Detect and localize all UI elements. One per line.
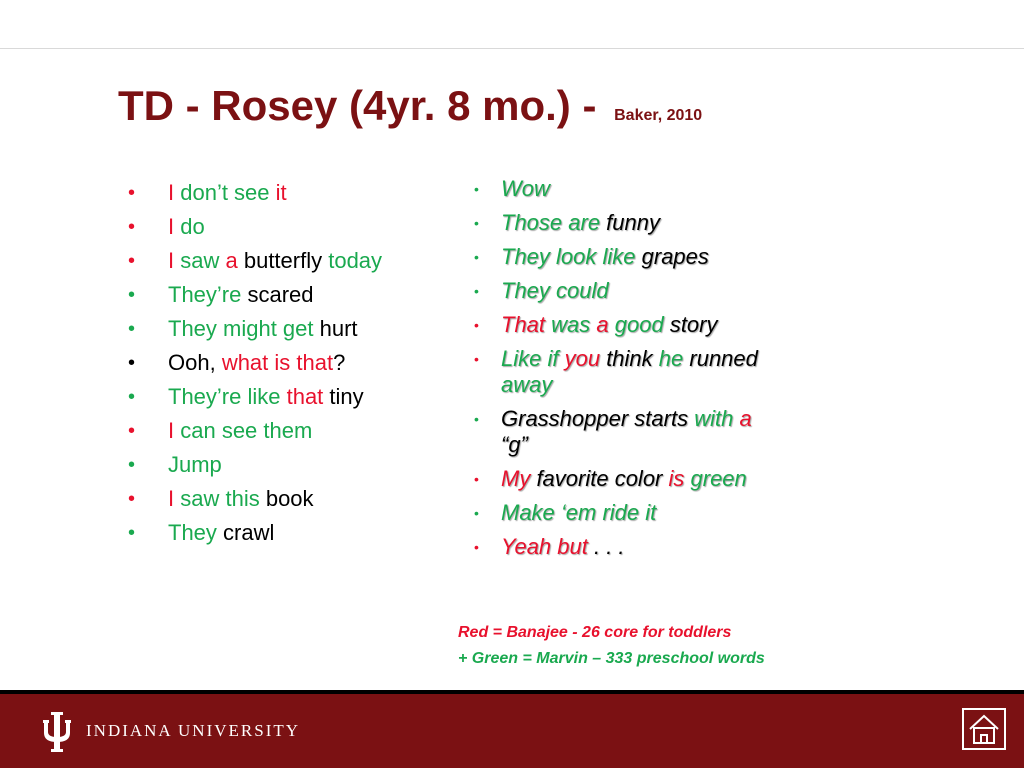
right-utterance-word: . . . xyxy=(587,534,625,559)
left-utterance-item xyxy=(128,452,448,478)
right-utterance-word: grapes xyxy=(635,244,709,269)
right-utterance-word: favorite color xyxy=(530,466,669,491)
bullet-icon: • xyxy=(128,182,136,204)
left-utterance-word: saw xyxy=(174,248,226,273)
left-utterance-item xyxy=(128,486,448,512)
left-utterance-word: do xyxy=(174,214,205,239)
right-utterance-word: That xyxy=(501,312,546,337)
right-utterance-word: away xyxy=(501,372,553,397)
right-utterance-item xyxy=(474,244,764,270)
right-utterance-word: funny xyxy=(600,210,660,235)
bullet-icon: • xyxy=(474,317,479,333)
right-utterance-word: They could xyxy=(501,278,609,303)
left-utterance-word: I xyxy=(168,180,175,205)
left-utterance-item xyxy=(128,520,448,546)
right-utterance-word: Make ‘em ride it xyxy=(501,500,657,525)
header-divider xyxy=(0,48,1024,49)
left-utterance-item xyxy=(128,418,448,444)
bullet-icon: • xyxy=(128,522,136,544)
iu-trident-logo-icon xyxy=(40,712,74,752)
left-utterance-word: They’re like xyxy=(168,384,287,409)
right-utterance-item xyxy=(474,466,764,492)
left-utterance-word: butterfly xyxy=(237,248,329,273)
left-utterance-word: today xyxy=(328,248,383,273)
left-utterance-word: it xyxy=(275,180,287,205)
bullet-icon: • xyxy=(128,420,136,442)
right-utterance-item xyxy=(474,500,764,526)
right-utterance-word: Grasshopper starts xyxy=(501,406,695,431)
left-utterance-item xyxy=(128,214,448,240)
bullet-icon: • xyxy=(474,181,479,197)
left-utterance-word: can see them xyxy=(174,418,313,443)
left-utterance-word: They’re xyxy=(168,282,242,307)
left-utterance-word: book xyxy=(259,486,314,511)
bullet-icon: • xyxy=(128,488,136,510)
left-utterance-item xyxy=(128,180,448,206)
bullet-icon: • xyxy=(128,216,136,238)
title-citation: Baker, 2010 xyxy=(614,107,703,124)
home-icon xyxy=(964,710,1004,748)
bullet-icon: • xyxy=(474,505,479,521)
bullet-icon: • xyxy=(474,249,479,265)
right-utterance-item xyxy=(474,312,764,338)
right-utterance-list xyxy=(474,176,764,568)
left-utterance-item xyxy=(128,282,448,308)
right-utterance-word: “g” xyxy=(501,432,528,457)
color-legend xyxy=(458,620,765,672)
left-utterance-word: They might get xyxy=(168,316,314,341)
right-utterance-item xyxy=(474,176,764,202)
left-utterance-word: They xyxy=(168,520,217,545)
right-utterance-word: with xyxy=(694,406,740,431)
right-utterance-word: a xyxy=(596,312,609,337)
bullet-icon: • xyxy=(128,250,136,272)
bullet-icon: • xyxy=(128,318,136,340)
left-utterance-word: Ooh, xyxy=(168,350,222,375)
legend-red: Red = Banajee - 26 core for toddlers xyxy=(458,624,732,641)
bullet-icon: • xyxy=(128,386,136,408)
right-utterance-item xyxy=(474,278,764,304)
bullet-icon: • xyxy=(128,352,136,374)
left-utterance-word: Jump xyxy=(168,452,222,477)
university-name: INDIANA UNIVERSITY xyxy=(86,721,301,740)
bullet-icon: • xyxy=(474,283,479,299)
left-utterance-item xyxy=(128,384,448,410)
right-utterance-word: Yeah but xyxy=(501,534,588,559)
left-utterance-word: don’t see xyxy=(174,180,276,205)
right-utterance-word: think xyxy=(600,346,659,371)
left-utterance-item xyxy=(128,248,448,274)
right-utterance-word: a xyxy=(739,406,752,431)
right-utterance-word: Like if xyxy=(501,346,565,371)
left-utterance-word: that xyxy=(286,384,324,409)
left-utterance-item xyxy=(128,350,448,376)
left-utterance-word: scared xyxy=(241,282,314,307)
left-utterance-word: I xyxy=(168,248,175,273)
legend-green: + Green = Marvin – 333 preschool words xyxy=(458,650,765,667)
right-utterance-word: you xyxy=(564,346,601,371)
bullet-icon: • xyxy=(474,215,479,231)
right-utterance-word: runned xyxy=(683,346,758,371)
right-utterance-word: good xyxy=(608,312,664,337)
right-utterance-item xyxy=(474,346,764,398)
right-utterance-word: green xyxy=(684,466,747,491)
right-utterance-word: was xyxy=(545,312,597,337)
left-utterance-item xyxy=(128,316,448,342)
right-utterance-word: story xyxy=(663,312,718,337)
left-utterance-word: tiny xyxy=(323,384,364,409)
right-utterance-word: Wow xyxy=(501,176,550,201)
right-utterance-item xyxy=(474,534,764,560)
left-utterance-word: a xyxy=(225,248,238,273)
home-button[interactable] xyxy=(962,708,1006,750)
right-utterance-item xyxy=(474,210,764,236)
right-utterance-word: he xyxy=(658,346,684,371)
left-utterance-word: crawl xyxy=(216,520,275,545)
footer-bar xyxy=(0,690,1024,768)
right-utterance-word: They look like xyxy=(501,244,636,269)
title-main: TD - Rosey (4yr. 8 mo.) - xyxy=(118,82,609,129)
right-utterance-item xyxy=(474,406,764,458)
left-utterance-word: I xyxy=(168,486,175,511)
bullet-icon: • xyxy=(128,284,136,306)
left-utterance-word: ? xyxy=(333,350,346,375)
slide-title xyxy=(118,82,702,130)
bullet-icon: • xyxy=(474,539,479,555)
bullet-icon: • xyxy=(474,471,479,487)
bullet-icon: • xyxy=(474,351,479,367)
left-utterance-word: I xyxy=(168,214,175,239)
left-utterance-word: hurt xyxy=(313,316,358,341)
left-utterance-word: what is that xyxy=(221,350,334,375)
bullet-icon: • xyxy=(128,454,136,476)
right-utterance-word: My xyxy=(501,466,531,491)
right-utterance-word: Those are xyxy=(501,210,601,235)
left-utterance-word: I xyxy=(168,418,175,443)
left-utterance-word: saw this xyxy=(174,486,260,511)
bullet-icon: • xyxy=(474,411,479,427)
right-utterance-word: is xyxy=(668,466,685,491)
left-utterance-list xyxy=(128,180,448,554)
